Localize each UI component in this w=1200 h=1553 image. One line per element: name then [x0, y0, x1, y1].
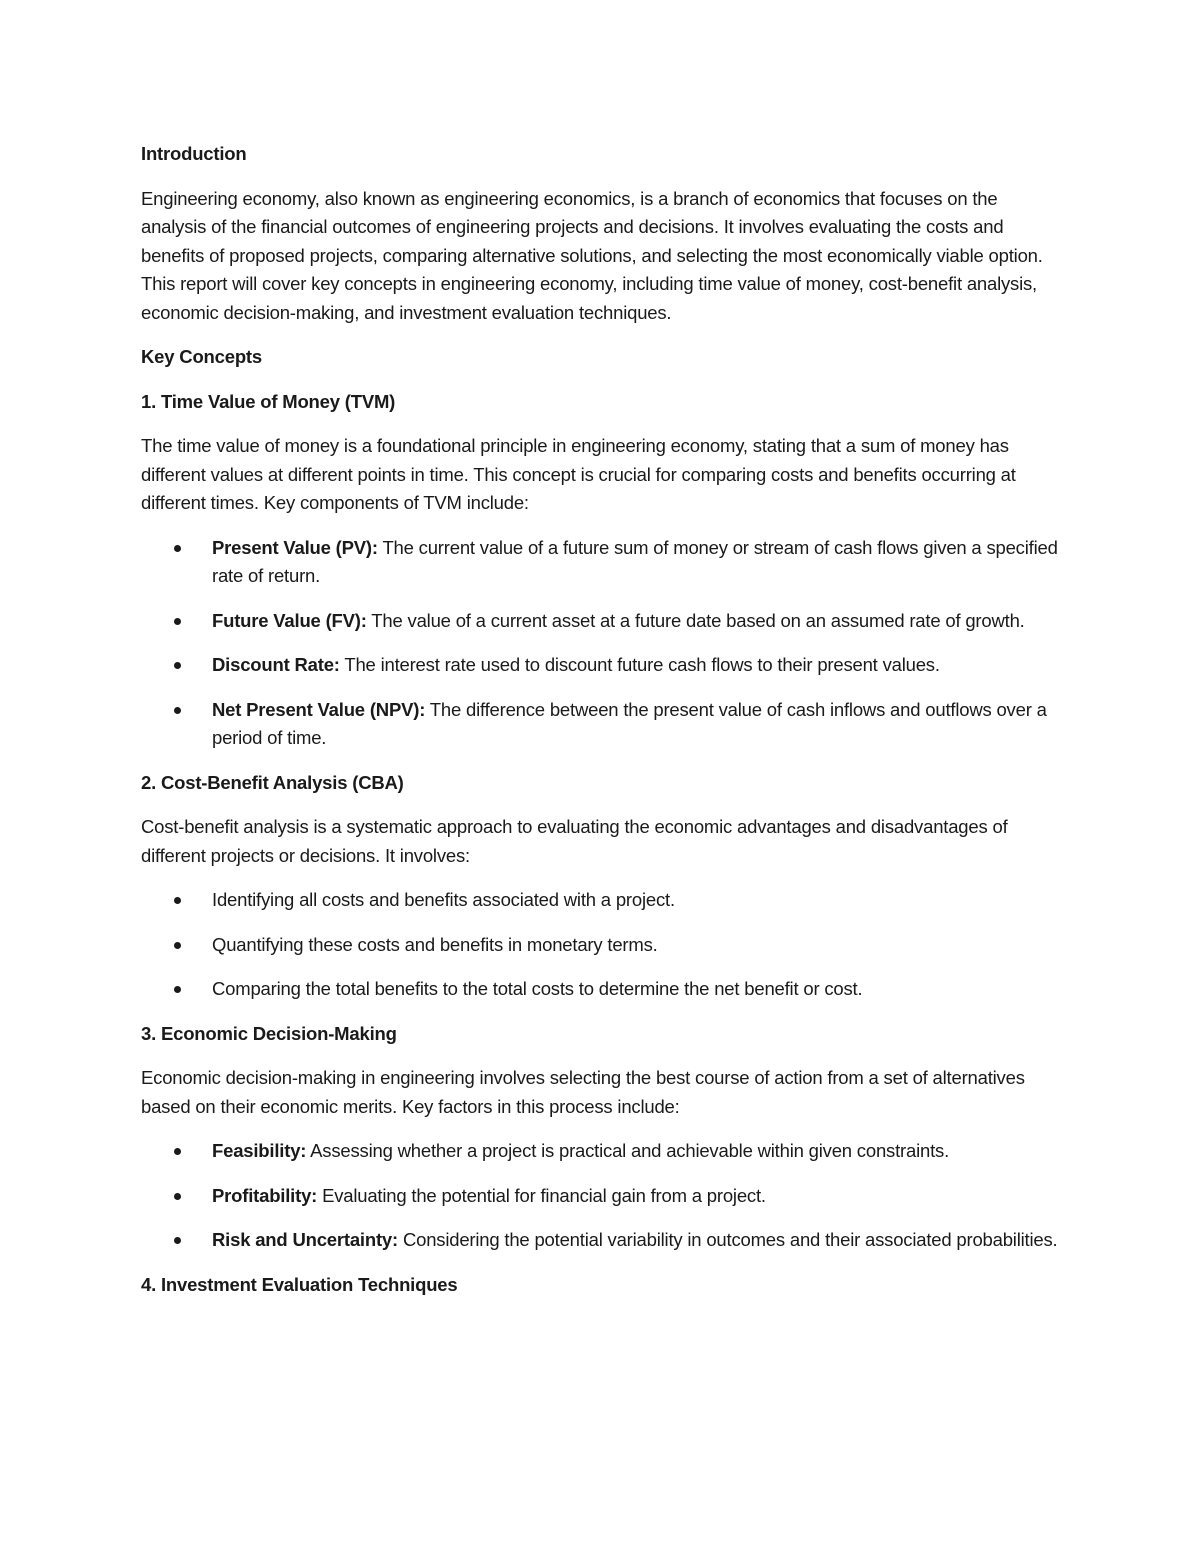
list-item	[141, 696, 1066, 753]
bullet-icon	[174, 942, 181, 949]
bullet-icon	[174, 618, 181, 625]
list-item	[141, 886, 1066, 915]
list-item-text: The interest rate used to discount future cash flows to their present values.	[339, 654, 940, 675]
cba-list	[141, 886, 1066, 1004]
list-item-text: Quantifying these costs and benefits in monetary terms.	[212, 933, 658, 955]
intro-heading: Introduction	[141, 143, 247, 164]
list-item-text: Assessing whether a project is practical and achievable within given constraints.	[306, 1140, 950, 1161]
bullet-icon	[174, 897, 181, 904]
document-page	[141, 140, 1066, 1315]
list-item	[141, 651, 1066, 680]
tvm-list	[141, 534, 1066, 753]
bullet-icon	[174, 1148, 181, 1155]
cba-paragraph: Cost-benefit analysis is a systematic approach to evaluating the economic advantages and disadvantages of different projects or decisions. It involves:	[141, 816, 1008, 866]
tvm-heading: 1. Time Value of Money (TVM)	[141, 390, 396, 412]
list-item-text: Considering the potential variability in outcomes and their associated probabilities.	[398, 1229, 1058, 1250]
list-item-text: The current value of a future sum of money or stream of cash flows given a specified rate of return.	[212, 536, 1058, 586]
intro-paragraph: Engineering economy, also known as engineering economics, is a branch of economics that focuses on the analysis of the financial outcomes of engineering projects and decisions. It involves evaluating the costs and benefits of proposed projects, comparing alternative solutions, and selecting the most economically viable option. This report will cover key concepts in engineering economy, including time value of money, cost-benefit analysis, economic decision-making, and investment evaluation techniques.	[141, 187, 1043, 323]
list-item	[141, 607, 1066, 636]
list-item	[141, 1226, 1066, 1255]
list-item	[141, 975, 1066, 1004]
bullet-icon	[174, 545, 181, 552]
key-concepts-heading: Key Concepts	[141, 346, 262, 367]
list-item-term: Net Present Value (NPV):	[212, 698, 426, 720]
bullet-icon	[174, 1237, 181, 1244]
iet-heading: 4. Investment Evaluation Techniques	[141, 1273, 458, 1295]
edm-paragraph: Economic decision-making in engineering involves selecting the best course of action from a set of alternatives based on their economic merits. Key factors in this process include:	[141, 1067, 1025, 1117]
list-item-term: Discount Rate:	[212, 654, 340, 675]
list-item-text: Evaluating the potential for financial gain from a project.	[317, 1184, 766, 1206]
edm-heading: 3. Economic Decision-Making	[141, 1022, 397, 1044]
list-item	[141, 1182, 1066, 1211]
list-item-text: Comparing the total benefits to the total costs to determine the net benefit or cost.	[212, 978, 863, 999]
bullet-icon	[174, 707, 181, 714]
list-item-text: The difference between the present value of cash inflows and outflows over a period of time.	[212, 698, 1047, 748]
edm-list	[141, 1137, 1066, 1255]
list-item-text: The value of a current asset at a future date based on an assumed rate of growth.	[366, 609, 1025, 631]
list-item-term: Feasibility:	[212, 1140, 307, 1161]
cba-heading: 2. Cost-Benefit Analysis (CBA)	[141, 771, 404, 793]
tvm-paragraph: The time value of money is a foundational principle in engineering economy, stating that a sum of money has different values at different points in time. This concept is crucial for comparing costs and benefits occurring at different times. Key components of TVM include:	[141, 435, 1016, 513]
list-item-term: Present Value (PV):	[212, 536, 378, 558]
list-item-text: Identifying all costs and benefits associated with a project.	[212, 889, 675, 910]
bullet-icon	[174, 662, 181, 669]
list-item-term: Profitability:	[212, 1184, 318, 1206]
list-item	[141, 1137, 1066, 1166]
list-item-term: Risk and Uncertainty:	[212, 1229, 398, 1250]
bullet-icon	[174, 1193, 181, 1200]
list-item	[141, 931, 1066, 960]
bullet-icon	[174, 986, 181, 993]
list-item-term: Future Value (FV):	[212, 609, 367, 631]
list-item	[141, 534, 1066, 591]
